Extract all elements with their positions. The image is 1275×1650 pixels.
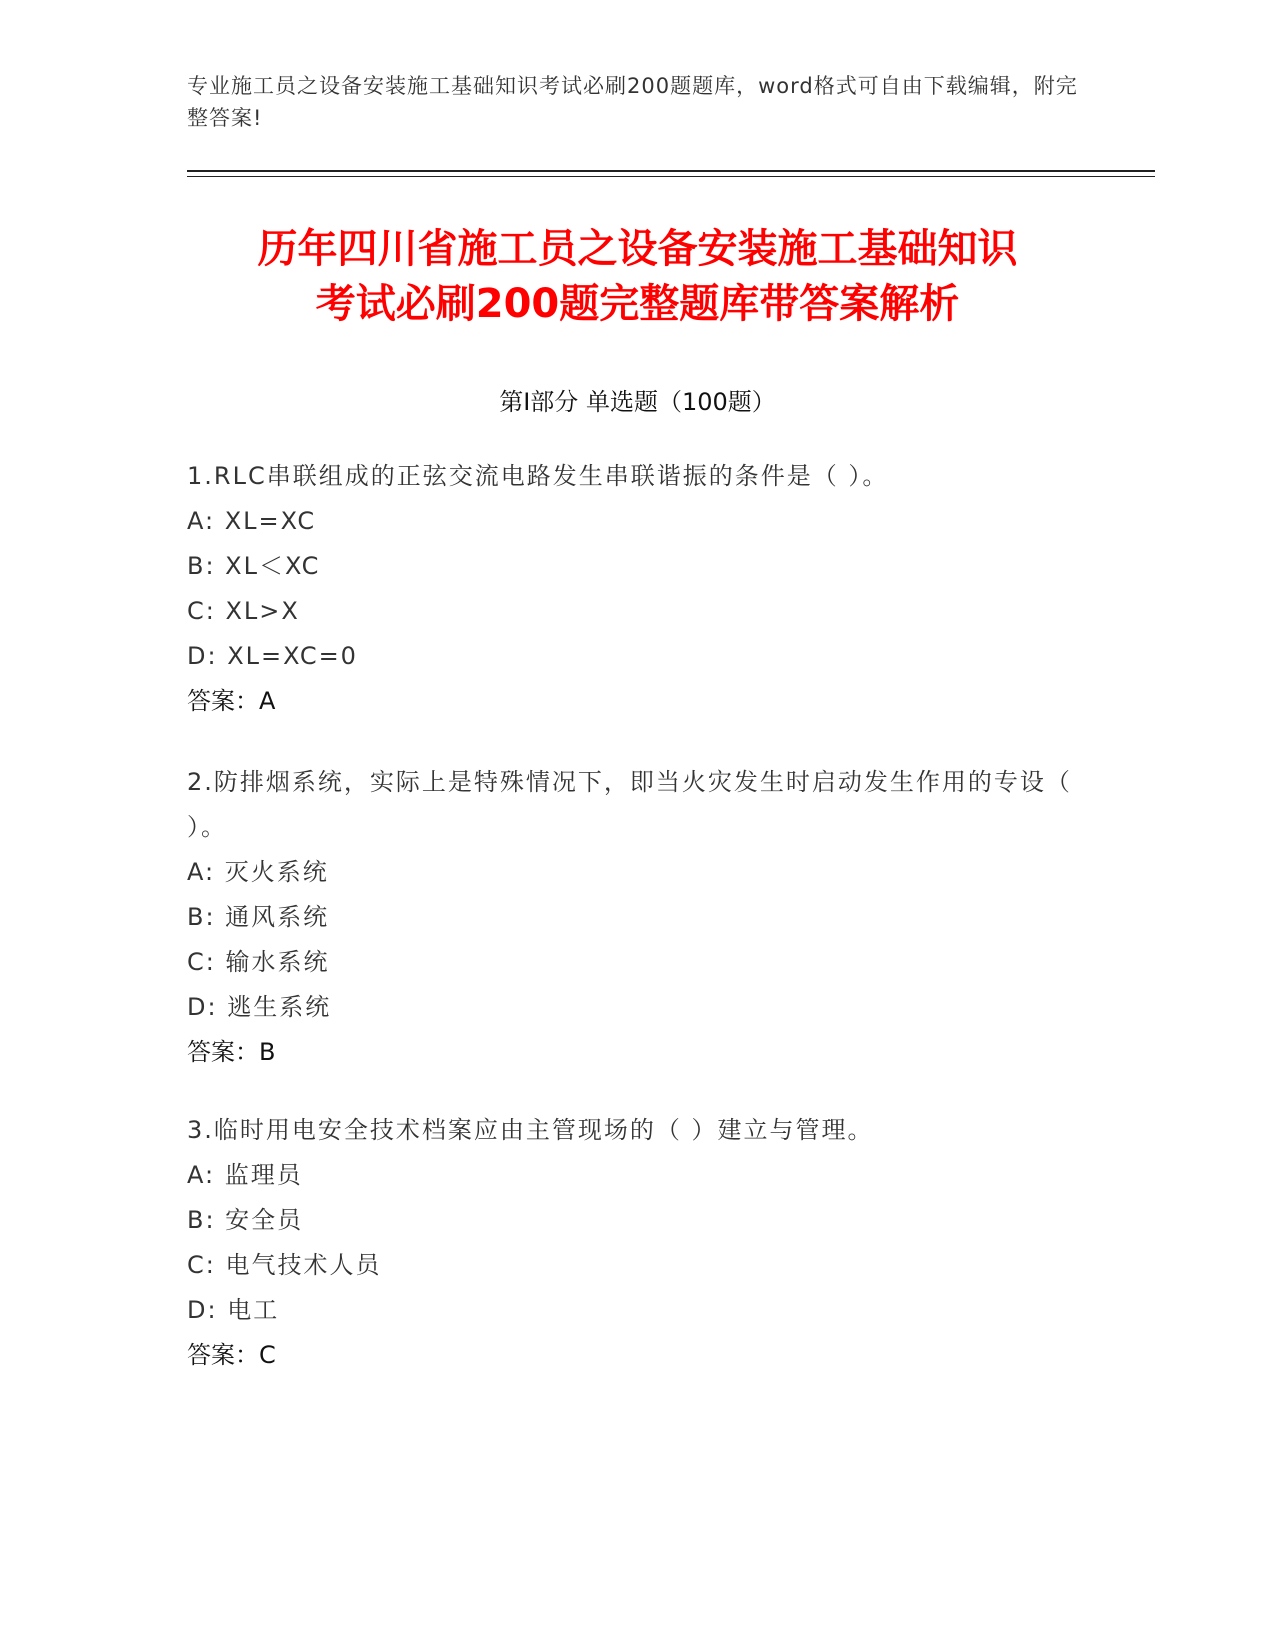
option-b: B: 安全员 <box>187 1206 304 1234</box>
question-stem: 2.防排烟系统，实际上是特殊情况下，即当火灾发生时启动发生作用的专设（ ）。 <box>187 768 1072 841</box>
answer: 答案：A <box>187 687 276 715</box>
option-a: A: 灭火系统 <box>187 858 329 886</box>
question-2 <box>187 760 1087 1075</box>
option-d: D: XL=XC=0 <box>187 642 358 670</box>
option-c: C: 电气技术人员 <box>187 1251 382 1279</box>
option-a: A: 监理员 <box>187 1161 303 1189</box>
document-title <box>120 222 1155 332</box>
question-1 <box>187 454 1087 724</box>
option-d: D: 逃生系统 <box>187 993 332 1021</box>
header-note: 专业施工员之设备安装施工基础知识考试必刷200题题库，word格式可自由下载编辑，附完整答案! <box>187 74 1078 130</box>
question-3 <box>187 1108 1087 1378</box>
header-divider-bottom <box>187 176 1155 177</box>
question-stem: 1.RLC串联组成的正弦交流电路发生串联谐振的条件是（ ）。 <box>187 462 889 490</box>
section-title: 第Ⅰ部分 单选题（100题） <box>499 388 776 416</box>
option-b: B: XL＜XC <box>187 552 321 580</box>
document-title-line-2: 考试必刷200题完整题库带答案解析 <box>315 281 960 327</box>
question-stem: 3.临时用电安全技术档案应由主管现场的（ ）建立与管理。 <box>187 1116 874 1144</box>
header-divider-top <box>187 170 1155 172</box>
option-a: A: XL=XC <box>187 507 317 535</box>
option-d: D: 电工 <box>187 1296 280 1324</box>
option-b: B: 通风系统 <box>187 903 330 931</box>
option-c: C: 输水系统 <box>187 948 330 976</box>
answer: 答案：B <box>187 1038 276 1066</box>
option-c: C: XL>X <box>187 597 300 625</box>
document-title-line-1: 历年四川省施工员之设备安装施工基础知识 <box>257 226 1018 272</box>
answer: 答案：C <box>187 1341 276 1369</box>
